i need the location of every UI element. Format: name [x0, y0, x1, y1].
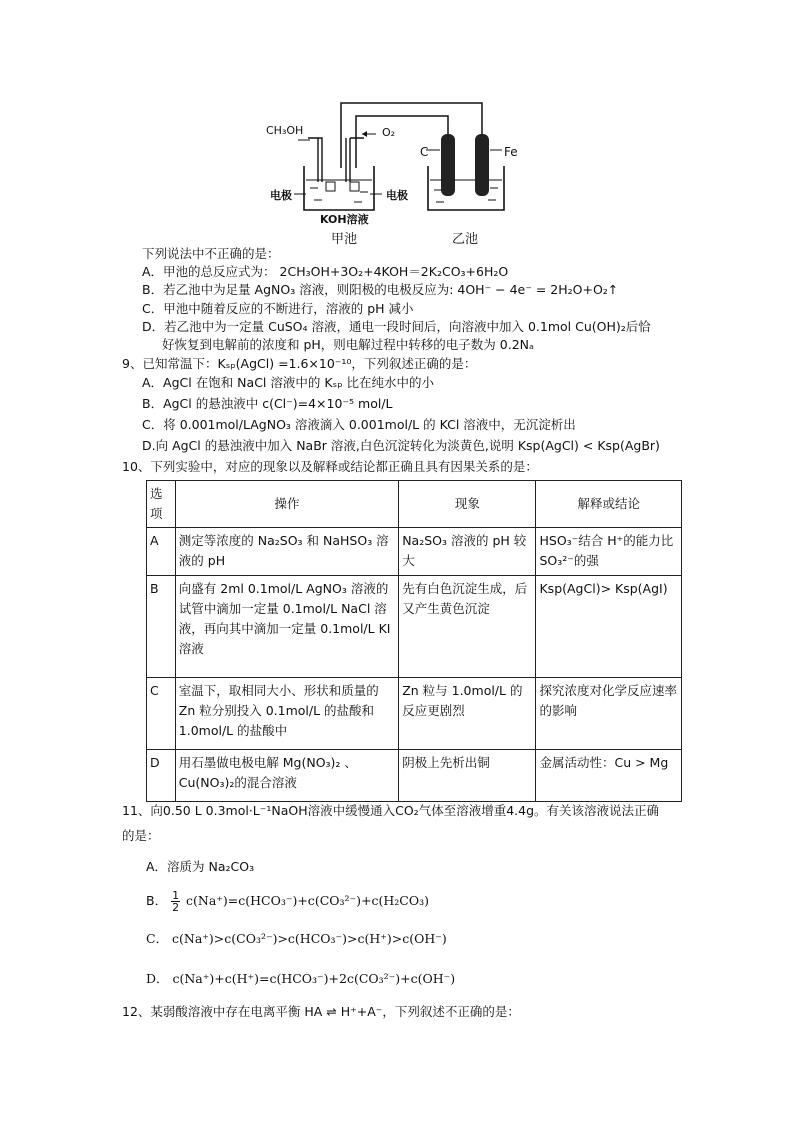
table-row	[147, 678, 682, 750]
q9-option-a: A．AgCl 在饱和 NaCl 溶液中的 Kₛₚ 比在纯水中的小	[142, 375, 435, 390]
row-c-phenomenon: Zn 粒与 1.0mol/L 的反应更剧烈	[399, 678, 536, 750]
row-d-operation: 用石墨做电极电解 Mg(NO₃)₂ 、Cu(NO₃)₂的混合溶液	[175, 750, 398, 802]
q8-option-a: A．甲池的总反应式为： 2CH₃OH+3O₂+4KOH＝2K₂CO₃+6H₂O	[142, 264, 509, 279]
q9-option-d: D.向 AgCl 的悬浊液中加入 NaBr 溶液,白色沉淀转化为淡黄色,说明 Ksp(AgCl) < Ksp(AgBr)	[142, 438, 660, 453]
row-d-conclusion: 金属活动性：Cu > Mg	[536, 750, 682, 802]
q8-stem: 下列说法中不正确的是：	[142, 246, 280, 261]
table-header-row	[147, 481, 682, 528]
one-half-fraction	[171, 890, 180, 913]
koh-label: KOH溶液	[320, 213, 369, 226]
q11-option-b	[146, 890, 429, 913]
q11-option-c: C． c(Na⁺)>c(CO₃²⁻)>c(HCO₃⁻)>c(H⁺)>c(OH⁻)	[146, 931, 447, 946]
q8-option-d: D．若乙池中为一定量 CuSO₄ 溶液，通电一段时间后，向溶液中加入 0.1mol Cu(OH)₂后恰	[142, 319, 651, 334]
row-b-label: B	[147, 576, 176, 678]
row-a-label: A	[147, 528, 176, 576]
row-b-phenomenon: 先有白色沉淀生成，后又产生黄色沉淀	[399, 576, 536, 678]
q11-option-d: D． c(Na⁺)+c(H⁺)=c(HCO₃⁻)+2c(CO₃²⁻)+c(OH⁻)	[146, 971, 456, 986]
header-option: 选项	[147, 481, 176, 528]
q8-option-b: B．若乙池中为足量 AgNO₃ 溶液，则阳极的电极反应为: 4OH⁻ − 4e⁻ = 2H₂O+O₂↑	[142, 282, 619, 297]
fe-electrode-label: Fe	[504, 145, 518, 159]
cell-b-label: 乙池	[452, 232, 479, 247]
q10-stem: 10、下列实验中，对应的现象以及解释或结论都正确且具有因果关系的是：	[122, 459, 538, 474]
row-c-operation: 室温下，取相同大小、形状和质量的 Zn 粒分别投入 0.1mol/L 的盐酸和 1.0mol/L 的盐酸中	[175, 678, 398, 750]
q10-table	[146, 480, 682, 802]
table-row	[147, 750, 682, 802]
fraction-denominator: 2	[172, 901, 180, 914]
row-d-phenomenon: 阴极上先析出铜	[399, 750, 536, 802]
q12-stem: 12、某弱酸溶液中存在电离平衡 HA ⇌ H⁺+A⁻，下列叙述不正确的是：	[122, 1004, 520, 1019]
header-conclusion: 解释或结论	[536, 481, 682, 528]
q11-stem-cont: 的是：	[122, 828, 160, 843]
electrochemistry-diagram	[258, 98, 518, 248]
table-row	[147, 528, 682, 576]
row-a-phenomenon: Na₂SO₃ 溶液的 pH 较大	[399, 528, 536, 576]
row-a-operation: 测定等浓度的 Na₂SO₃ 和 NaHSO₃ 溶液的 pH	[175, 528, 398, 576]
q9-option-b: B．AgCl 的悬浊液中 c(Cl⁻)=4×10⁻⁵ mol/L	[142, 396, 393, 411]
c-electrode-label: C	[420, 145, 429, 159]
row-c-label: C	[147, 678, 176, 750]
q9-option-c: C．将 0.001mol/LAgNO₃ 溶液滴入 0.001mol/L 的 KCl 溶液中，无沉淀析出	[142, 417, 576, 432]
cell-a-label: 甲池	[331, 232, 358, 247]
header-operation: 操作	[175, 481, 398, 528]
electrode-left-label: 电极	[270, 189, 292, 202]
q11-option-b-label: B．	[146, 893, 168, 908]
electrode-right-label: 电极	[386, 189, 408, 202]
row-d-label: D	[147, 750, 176, 802]
q11-option-a: A．溶质为 Na₂CO₃	[146, 859, 255, 874]
row-b-operation: 向盛有 2ml 0.1mol/L AgNO₃ 溶液的试管中滴加一定量 0.1mol/L NaCl 溶液，再向其中滴加一定量 0.1mol/L KI 溶液	[175, 576, 398, 678]
row-a-conclusion: HSO₃⁻结合 H⁺的能力比 SO₃²⁻的强	[536, 528, 682, 576]
q9-stem: 9、已知常温下：Kₛₚ(AgCl) =1.6×10⁻¹⁰，下列叙述正确的是：	[122, 356, 477, 371]
q8-option-c: C．甲池中随着反应的不断进行，溶液的 pH 减小	[142, 301, 414, 316]
header-phenomenon: 现象	[399, 481, 536, 528]
q11-option-b-expression: c(Na⁺)=c(HCO₃⁻)+c(CO₃²⁻)+c(H₂CO₃)	[186, 893, 429, 908]
row-b-conclusion: Ksp(AgCl)> Ksp(AgI)	[536, 576, 682, 678]
q11-stem: 11、向0.50 L 0.3mol·L⁻¹NaOH溶液中缓慢通入CO₂气体至溶液增重4.4g。有关该溶液说法正确	[122, 803, 660, 818]
fraction-numerator: 1	[172, 889, 180, 902]
row-c-conclusion: 探究浓度对化学反应速率的影响	[536, 678, 682, 750]
o2-label: O₂	[382, 126, 396, 139]
table-row	[147, 576, 682, 678]
q8-option-d-cont: 好恢复到电解前的浓度和 pH，则电解过程中转移的电子数为 0.2Nₐ	[162, 337, 534, 352]
ch3oh-label: CH₃OH	[266, 124, 304, 137]
